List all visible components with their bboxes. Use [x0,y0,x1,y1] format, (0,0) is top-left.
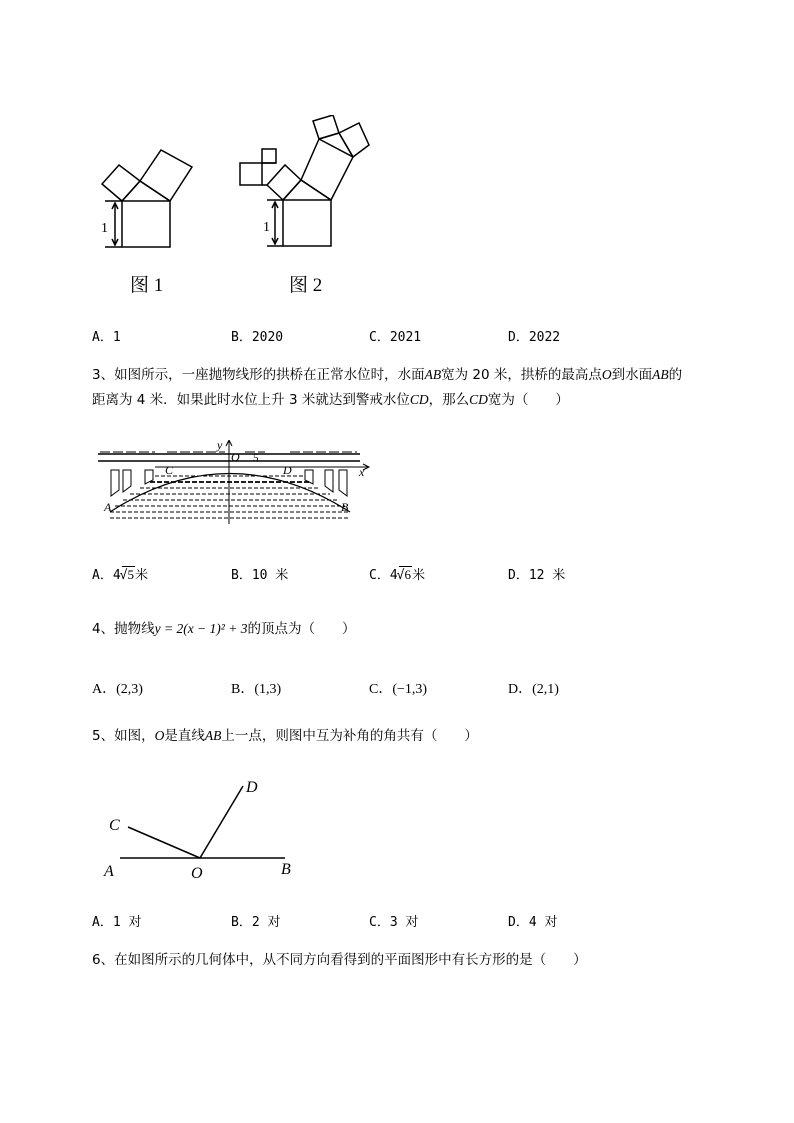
pythagoras-tree-figure-2 [235,115,395,255]
q2-option-a[interactable]: A．1 [92,330,121,345]
q6-stem: 6、在如图所示的几何体中，从不同方向看得到的平面图形中有长方形的是（ ） [92,952,587,968]
q4-option-a[interactable]: A．(2,3) [92,682,143,697]
q3-option-b[interactable]: B．10 米 [231,568,289,583]
q3-stem-line-2: 距离为 4 米．如果此时水位上升 3 米就达到警戒水位CD，那么CD宽为（ ） [92,392,569,408]
point-label-a: A [104,500,112,514]
q4-option-c[interactable]: C．(−1,3) [369,682,428,697]
q4-option-d[interactable]: D．(2,1) [508,682,559,697]
point-label-c: C [165,463,174,477]
q2-option-d[interactable]: D．2022 [508,330,561,345]
arch-bridge-figure [95,440,375,525]
axis-label-x: x [359,465,365,479]
point-label-b: B [341,500,349,514]
q2-option-c[interactable]: C．2021 [369,330,422,345]
figure-1-caption: 图 1 [130,275,164,296]
point-label-c: C [109,817,120,834]
figure-2-caption: 图 2 [289,275,323,296]
q5-option-c[interactable]: C．3 对 [369,915,419,930]
q3-option-c[interactable]: C．4√6米 [369,567,425,583]
q5-option-d[interactable]: D．4 对 [508,915,558,930]
q3-option-a[interactable]: A．4√5米 [92,567,148,583]
side-label-2: 1 [263,220,270,235]
q4-stem: 4、抛物线y = 2(x − 1)² + 3的顶点为（ ） [92,621,356,637]
q3-option-d[interactable]: D．12 米 [508,568,566,583]
q5-option-b[interactable]: B．2 对 [231,915,281,930]
q5-stem: 5、如图，O是直线AB上一点，则图中互为补角的角共有（ ） [92,728,478,744]
point-label-b: B [281,861,291,878]
pythagoras-tree-figure-1 [95,140,205,255]
point-label-o: O [191,865,203,882]
q4-formula: y = 2(x − 1)² + 3 [154,621,248,636]
angle-figure [100,772,310,887]
point-label-a: A [104,863,114,880]
point-label-d: D [246,779,258,796]
q3-stem-line-1: 3、如图所示，一座抛物线形的拱桥在正常水位时，水面AB宽为 20 米，拱桥的最高点O到水面AB的 [92,367,683,383]
q4-option-b[interactable]: B．(1,3) [231,682,282,697]
point-label-o: O [231,450,240,464]
q2-option-b[interactable]: B．2020 [231,330,284,345]
side-label-1: 1 [101,221,108,236]
q5-option-a[interactable]: A．1 对 [92,915,142,930]
axis-label-y: y [217,440,223,452]
point-label-d: D [283,463,292,477]
scale-label-5: 5 [253,452,259,464]
